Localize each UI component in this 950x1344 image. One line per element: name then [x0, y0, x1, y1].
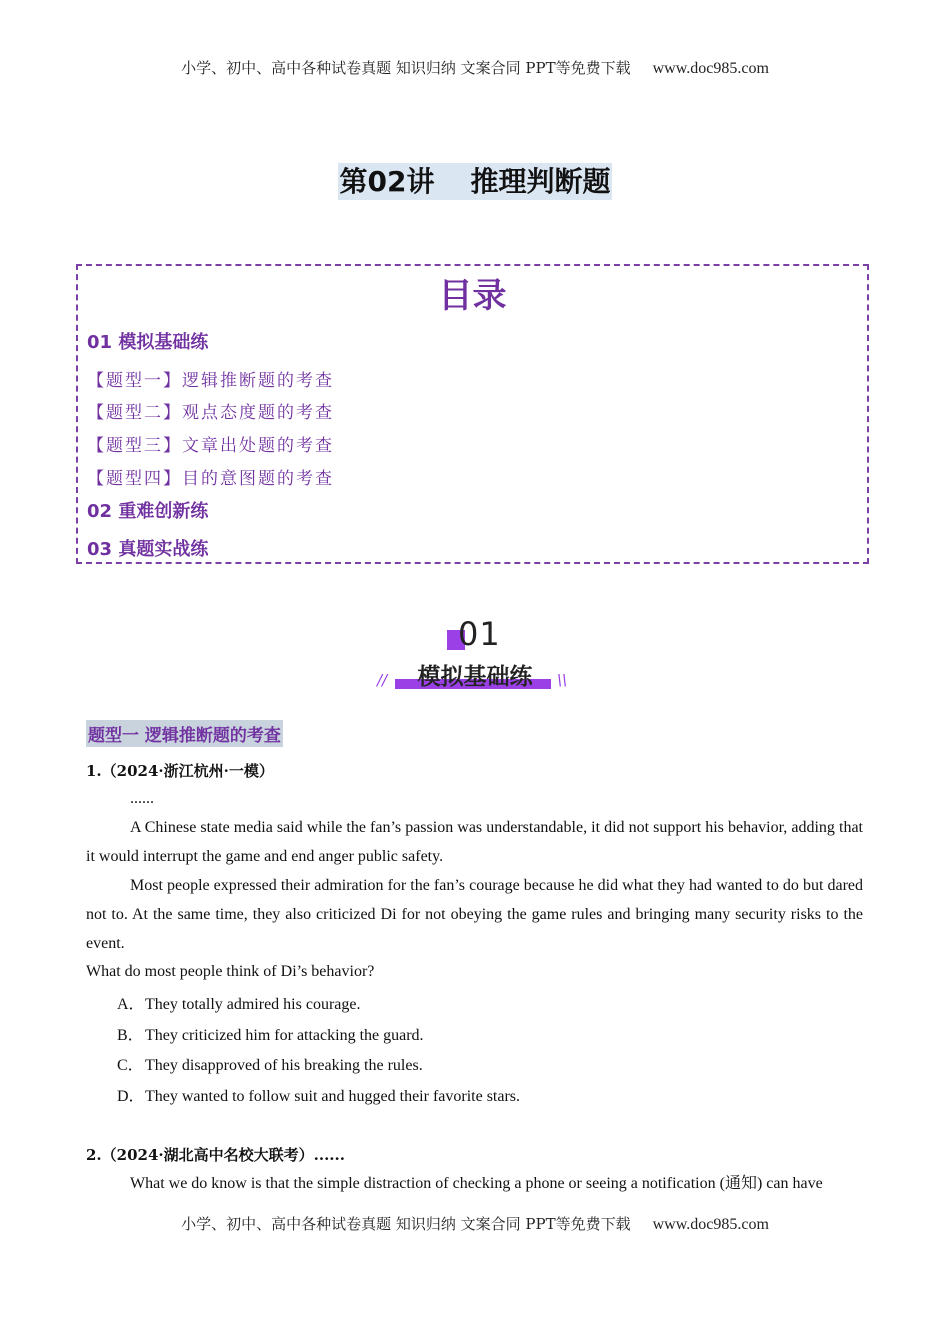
- question-1-paragraph-1: A Chinese state media said while the fan’s passion was understandable, it did not support his behavior, adding that it would interrupt the game and end anger public safety.: [86, 819, 863, 865]
- option-b-text: They criticized him for attacking the guard.: [145, 1027, 424, 1044]
- title-topic: 推理判断题: [470, 165, 611, 198]
- option-c-text: They disapproved of his breaking the rules.: [145, 1057, 423, 1074]
- toc-subitem-type4[interactable]: 【题型四】目的意图题的考查: [87, 469, 334, 489]
- option-a-text: They totally admired his courage.: [145, 996, 361, 1013]
- question-1-ellipsis: ......: [130, 790, 154, 807]
- option-a-letter: A．: [117, 996, 145, 1013]
- footer-url[interactable]: www.doc985.com: [652, 1216, 769, 1233]
- page-footer: [0, 1213, 950, 1234]
- table-of-contents: [76, 264, 869, 564]
- toc-heading: 目录: [438, 276, 507, 316]
- slash-left-decoration: //: [377, 671, 388, 689]
- header-url[interactable]: www.doc985.com: [652, 60, 769, 77]
- option-c-letter: C．: [117, 1057, 144, 1074]
- option-a[interactable]: [117, 991, 360, 1014]
- question-2-heading: 2.（2024·湖北高中名校大联考）......: [86, 1146, 345, 1164]
- toc-subitem-type2[interactable]: 【题型二】观点态度题的考查: [87, 403, 334, 423]
- option-d-text: They wanted to follow suit and hugged their favorite stars.: [145, 1088, 521, 1105]
- option-d-letter: D．: [117, 1088, 145, 1105]
- option-b[interactable]: [117, 1022, 424, 1045]
- toc-subitem-type3[interactable]: 【题型三】文章出处题的考查: [87, 436, 334, 456]
- question-1-paragraph-2: Most people expressed their admiration for the fan’s courage because he did what they had wanted to do but dared not to. At the same time, they also criticized Di for not obeying the game rules and bringing many security risks to the event.: [86, 877, 863, 952]
- question-2-paragraph-1: What we do know is that the simple distraction of checking a phone or seeing a notification (通知) can have: [130, 1175, 823, 1192]
- option-c[interactable]: [117, 1052, 423, 1075]
- header-text: 小学、初中、高中各种试卷真题 知识归纳 文案合同 PPT等免费下载: [181, 59, 631, 77]
- question-type-label: 题型一 逻辑推断题的考查: [86, 720, 283, 747]
- page-header: [0, 57, 950, 78]
- question-1-heading: 1.（2024·浙江杭州·一模）: [86, 762, 274, 780]
- section-number: 01: [458, 615, 501, 653]
- slash-right-decoration: \\: [557, 671, 568, 689]
- option-d[interactable]: [117, 1083, 520, 1106]
- question-1-stem: What do most people think of Di’s behavior?: [86, 963, 375, 980]
- option-b-letter: B．: [117, 1027, 144, 1044]
- toc-item-basic[interactable]: 01 模拟基础练: [87, 332, 209, 353]
- title-lecture: 第02讲: [339, 165, 435, 198]
- toc-item-real-exam[interactable]: 03 真题实战练: [87, 539, 209, 560]
- page-title: [0, 160, 950, 200]
- toc-subitem-type1[interactable]: 【题型一】逻辑推断题的考查: [87, 371, 334, 391]
- section-name: 模拟基础练: [417, 664, 533, 690]
- title-gap: [436, 163, 468, 200]
- footer-text: 小学、初中、高中各种试卷真题 知识归纳 文案合同 PPT等免费下载: [181, 1215, 631, 1233]
- toc-item-advanced[interactable]: 02 重难创新练: [87, 501, 209, 522]
- section-badge: [375, 615, 575, 695]
